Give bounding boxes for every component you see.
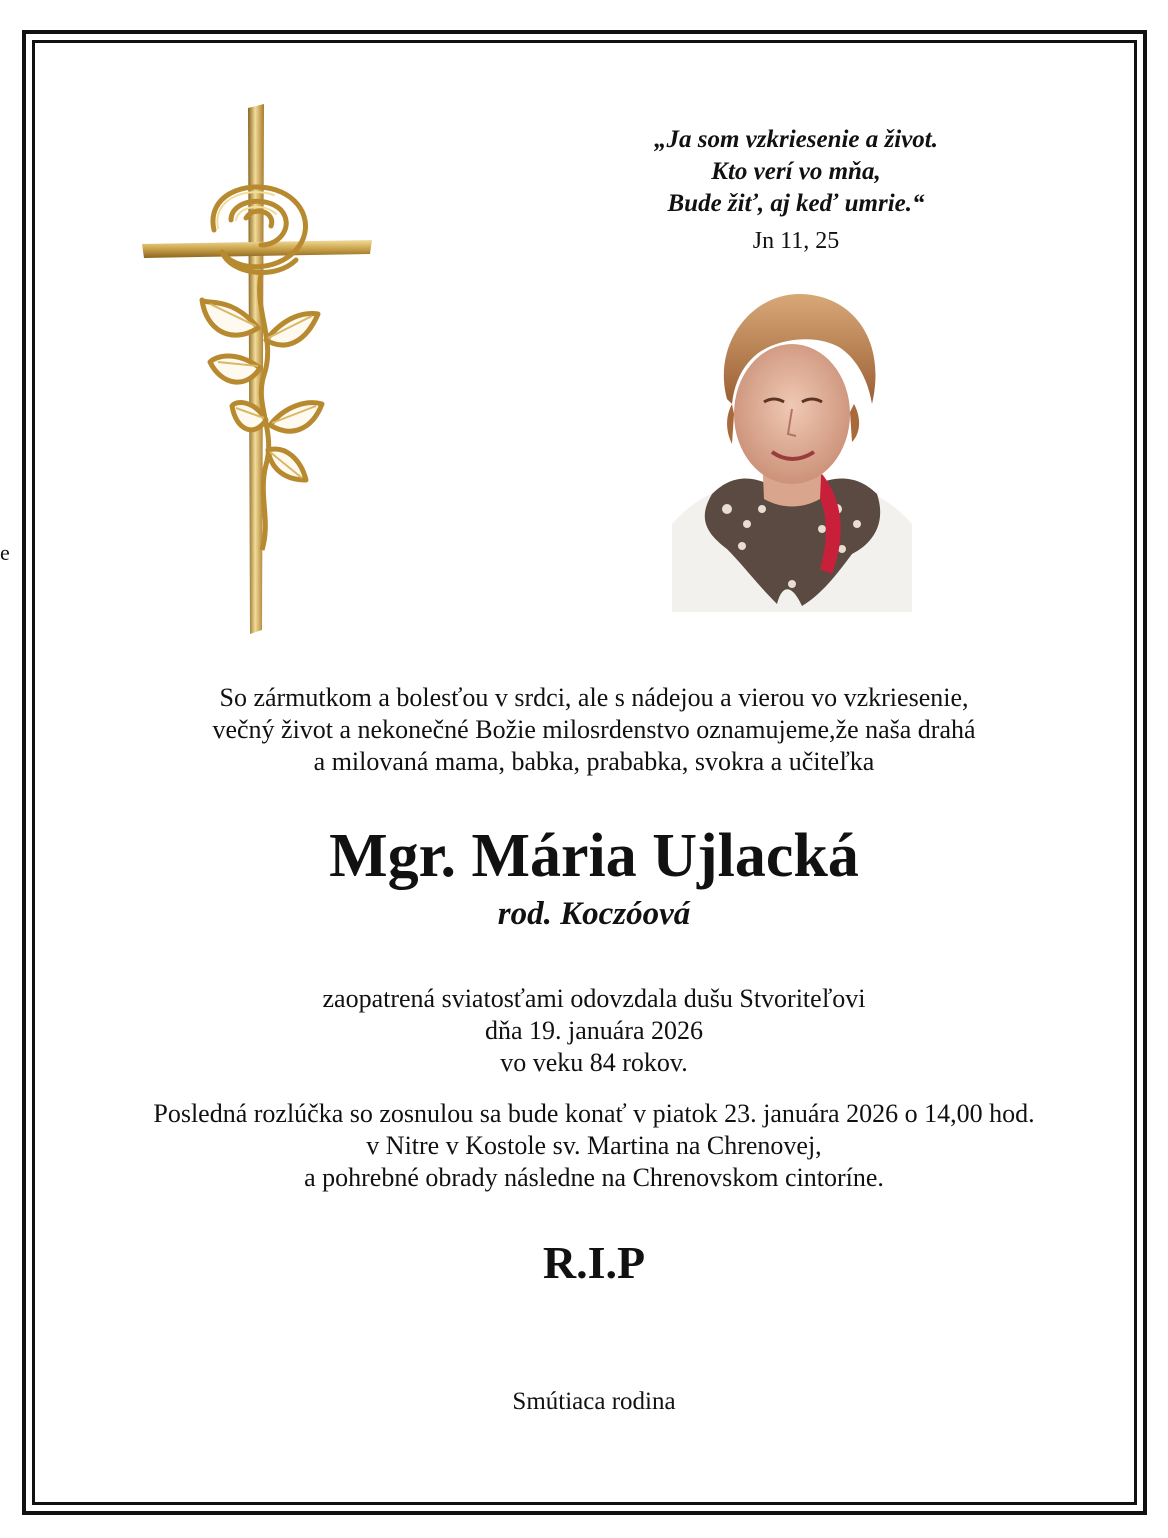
funeral-info-line: v Nitre v Kostole sv. Martina na Chrenovej, [366,1131,822,1160]
funeral-info-line: Posledná rozlúčka so zosnulou sa bude konať v piatok 23. januára 2026 o 14,00 hod. [153,1099,1035,1128]
death-info-line: zaopatrená sviatosťami odovzdala dušu Stvoriteľovi [322,984,866,1013]
maiden-name: rod. Koczóová [497,896,691,932]
quote-line: Bude žiť, aj keď umrie.“ [667,190,925,217]
death-info-line: vo veku 84 rokov. [500,1048,688,1077]
announcement-line: So zármutkom a bolesťou v srdci, ale s nádejou a vierou vo vzkriesenie, [219,683,969,712]
cross-with-rose-icon [136,100,376,635]
quote-line: „Ja som vzkriesenie a život. [653,126,938,153]
stray-character: e [0,540,10,565]
funeral-info [60,1098,1128,1194]
death-info [60,983,1128,1079]
announcement-text [60,682,1128,778]
funeral-info-line: a pohrebné obrady následne na Chrenovskom cintoríne. [304,1163,884,1192]
deceased-name: Mgr. Mária Ujlacká [329,822,859,890]
death-info-line: dňa 19. januára 2026 [484,1016,704,1045]
announcement-line: a milovaná mama, babka, prababka, svokra a učiteľka [313,747,875,776]
signature: Smútiaca rodina [512,1388,676,1415]
rip-text: R.I.P [542,1237,646,1288]
announcement-line: večný život a nekonečné Božie milosrdenstvo oznamujeme,že naša drahá [212,715,976,744]
verse-reference: Jn 11, 25 [752,228,840,254]
portrait-photo [672,284,912,612]
bible-quote [600,124,992,220]
quote-line: Kto verí vo mňa, [711,158,881,185]
